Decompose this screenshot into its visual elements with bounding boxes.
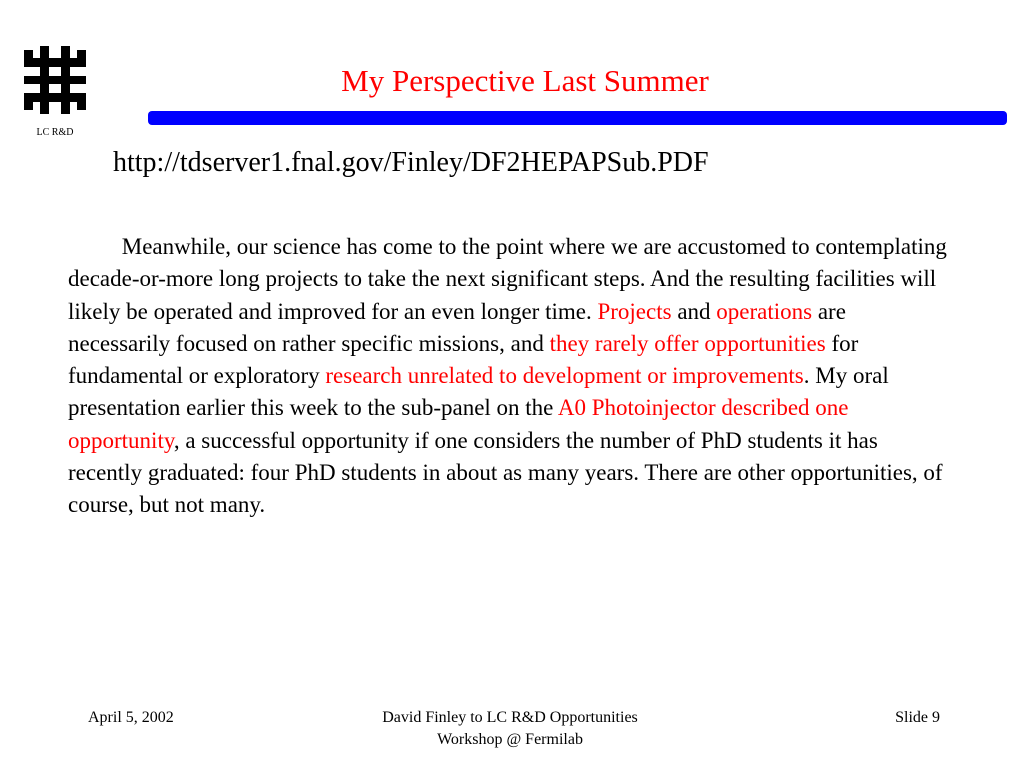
logo-label: LC R&D bbox=[36, 127, 74, 138]
footer-presenter bbox=[300, 707, 720, 751]
footer-date: April 5, 2002 bbox=[88, 709, 174, 726]
body-text-segment: for fundamental or exploratory bbox=[68, 330, 859, 389]
highlight-projects: Projects bbox=[597, 298, 672, 324]
footer-line-2: Workshop @ Fermilab bbox=[437, 731, 583, 748]
fermilab-logo-icon bbox=[24, 46, 86, 114]
highlight-operations: operations bbox=[716, 298, 813, 324]
highlight-rarely-offer: they rarely offer opportunities bbox=[549, 330, 826, 356]
title-divider-bar bbox=[148, 111, 1007, 125]
highlight-research-unrelated: research unrelated to development or improvements bbox=[325, 363, 804, 389]
body-text-segment: , a successful opportunity if one considers the number of PhD students it has recently graduated: four PhD students in about as many years. There are other opportunities, of course, but not many. bbox=[68, 427, 943, 518]
slide-title: My Perspective Last Summer bbox=[341, 63, 709, 98]
body-text-segment: . My oral presentation earlier this week to the sub-panel on the bbox=[68, 363, 889, 421]
slide-number: Slide 9 bbox=[895, 709, 940, 726]
body-text-segment: are necessarily focused on rather specific missions, and bbox=[68, 298, 846, 356]
body-paragraph bbox=[68, 231, 948, 522]
footer-line-1: David Finley to LC R&D Opportunities bbox=[382, 709, 638, 726]
body-text-segment: and bbox=[671, 298, 717, 324]
body-text-segment: Meanwhile, our science has come to the point where we are accustomed to contemplating decade-or-more long projects to take the next significant steps. And the resulting facilities will likely be operated and improved for an even longer time. bbox=[68, 234, 947, 324]
source-url: http://tdserver1.fnal.gov/Finley/DF2HEPAPSub.PDF bbox=[113, 147, 709, 178]
highlight-a0-photoinjector: A0 Photoinjector described one opportunity bbox=[68, 395, 849, 453]
